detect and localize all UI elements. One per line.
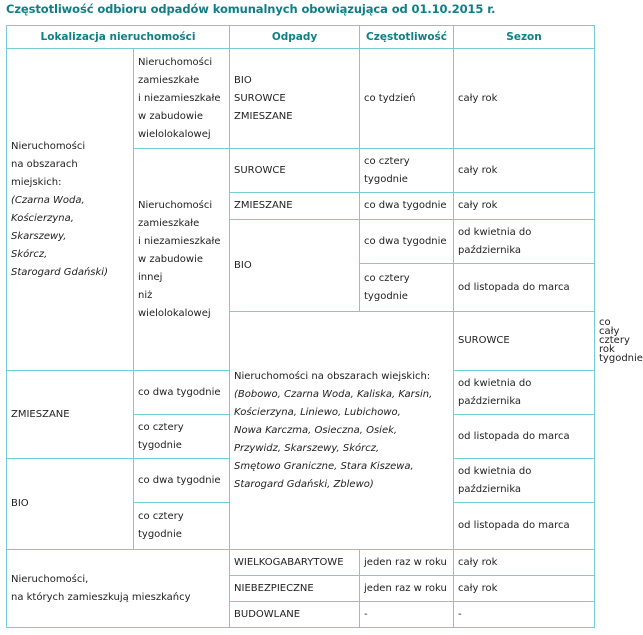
residents-location-cell	[7, 550, 230, 628]
frequency-line: co cztery	[138, 421, 184, 433]
waste-cell: BIO	[230, 220, 360, 312]
waste-cell: SUROWCE	[230, 149, 360, 193]
frequency-line: co cztery	[364, 272, 410, 284]
urban-town: Skarszewy,	[11, 230, 67, 242]
urban-label-line: na obszarach miejskich:	[11, 158, 78, 188]
label-line: na których zamieszkują mieszkańcy	[11, 591, 191, 603]
frequency-cell: co dwa tygodnie	[360, 193, 454, 220]
season-cell: od listopada do marca	[454, 503, 595, 550]
season-cell: cały rok	[454, 193, 595, 220]
urban-town: (Czarna Woda,	[11, 194, 85, 206]
rural-location-cell	[230, 312, 454, 550]
season-cell	[454, 459, 595, 503]
waste-cell: ZMIESZANE	[7, 371, 134, 459]
season-line: od kwietnia do	[458, 377, 532, 389]
season-cell	[454, 371, 595, 415]
frequency-line: tygodnie	[364, 290, 408, 302]
label-line: w zabudowie	[138, 253, 203, 265]
season-cell: cały rok	[454, 576, 595, 602]
label-line: niż wielolokalowej	[138, 289, 211, 319]
label-line: wielolokalowej	[138, 128, 211, 140]
rural-towns-line: Starogard Gdański, Zblewo)	[234, 478, 374, 490]
season-line: od kwietnia do	[458, 465, 532, 477]
season-cell: od listopada do marca	[454, 415, 595, 459]
frequency-cell	[360, 149, 454, 193]
frequency-line: co cztery	[138, 511, 184, 522]
waste-cell: BIO	[7, 459, 134, 550]
season-line: od kwietnia do	[458, 226, 532, 238]
rural-towns-line: Nowa Karczma, Osieczna, Osiek,	[234, 424, 398, 436]
frequency-cell	[134, 415, 230, 459]
label-line: innej	[138, 271, 163, 283]
frequency-line: tygodnie	[364, 173, 408, 185]
urban-location-cell	[7, 49, 134, 371]
waste-cell: NIEBEZPIECZNE	[230, 576, 360, 602]
season-cell: od listopada do marca	[454, 264, 595, 312]
label-line: Nieruchomości	[138, 199, 213, 211]
waste-type: ZMIESZANE	[234, 110, 293, 122]
header-season: Sezon	[454, 26, 595, 49]
frequency-cell: co dwa tygodnie	[134, 371, 230, 415]
frequency-cell: co tydzień	[360, 49, 454, 149]
waste-cell: WIELKOGABARYTOWE	[230, 550, 360, 576]
label-line: w zabudowie	[138, 110, 203, 122]
header-location: Lokalizacja nieruchomości	[7, 26, 230, 49]
rural-towns-line: Kościerzyna, Liniewo, Lubichowo,	[234, 406, 401, 418]
waste-cell	[230, 49, 360, 149]
label-line: i niezamieszkałe	[138, 235, 221, 247]
frequency-line: co cztery	[364, 155, 410, 167]
frequency-cell: -	[360, 602, 454, 628]
frequency-cell: co dwa tygodnie	[360, 220, 454, 264]
season-cell: cały rok	[454, 550, 595, 576]
waste-cell: ZMIESZANE	[230, 193, 360, 220]
season-cell	[454, 220, 595, 264]
season-line: października	[458, 483, 522, 495]
urban-multi-label-cell	[134, 49, 230, 149]
header-waste: Odpady	[230, 26, 360, 49]
frequency-cell: co dwa tygodnie	[134, 459, 230, 503]
season-line: października	[458, 244, 522, 256]
label-line: i niezamieszkałe	[138, 92, 221, 104]
collection-schedule-table	[6, 25, 643, 628]
table-row	[7, 49, 595, 149]
season-line: października	[458, 395, 522, 407]
label-line: Nieruchomości,	[11, 573, 89, 585]
urban-town: Skórcz,	[11, 248, 48, 260]
waste-type: BIO	[234, 74, 252, 86]
urban-town: Kościerzyna,	[11, 212, 74, 224]
frequency-cell: jeden raz w roku	[360, 550, 454, 576]
label-line: Nieruchomości	[138, 56, 213, 68]
season-cell: -	[454, 602, 595, 628]
frequency-line: tygodnie	[138, 529, 182, 540]
table-row: Nieruchomości na obszarach wiejskich: (Bobowo, Czarna Woda, Kaliska, Karsin, Kościerzyna, Liniewo, Lubichowo, Nowa Karczma, Osieczna, Osiek, Przywidz, Skarszewy, Skórcz, Smętowo Graniczne, Stara Kiszewa, Starogard Gdański, Zblewo) SUROWCE co cztery tygodnie cały rok	[7, 312, 595, 371]
rural-label: Nieruchomości na obszarach wiejskich:	[234, 370, 431, 382]
season-cell: cały rok	[454, 49, 595, 149]
frequency-cell	[134, 503, 230, 550]
rural-towns-line: Smętowo Graniczne, Stara Kiszewa,	[234, 460, 414, 472]
frequency-cell	[360, 264, 454, 312]
label-line: zamieszkałe	[138, 74, 200, 86]
urban-label-line: Nieruchomości	[11, 140, 86, 152]
table-header-row	[7, 26, 595, 49]
frequency-cell: jeden raz w roku	[360, 576, 454, 602]
waste-cell: BUDOWLANE	[230, 602, 360, 628]
season-cell: cały rok	[454, 149, 595, 193]
urban-single-label-cell	[134, 149, 230, 371]
header-frequency: Częstotliwość	[360, 26, 454, 49]
frequency-line: tygodnie	[138, 439, 182, 451]
page-title: Częstotliwość odbioru odpadów komunalnych obowiązująca od 01.10.2015 r.	[6, 2, 496, 16]
urban-town: Starogard Gdański)	[11, 266, 108, 278]
rural-towns-line: (Bobowo, Czarna Woda, Kaliska, Karsin,	[234, 388, 433, 400]
table-row	[7, 550, 595, 576]
rural-towns-line: Przywidz, Skarszewy, Skórcz,	[234, 442, 380, 454]
label-line: zamieszkałe	[138, 217, 200, 229]
waste-type: SUROWCE	[234, 92, 286, 104]
waste-cell: SUROWCE	[454, 312, 595, 371]
